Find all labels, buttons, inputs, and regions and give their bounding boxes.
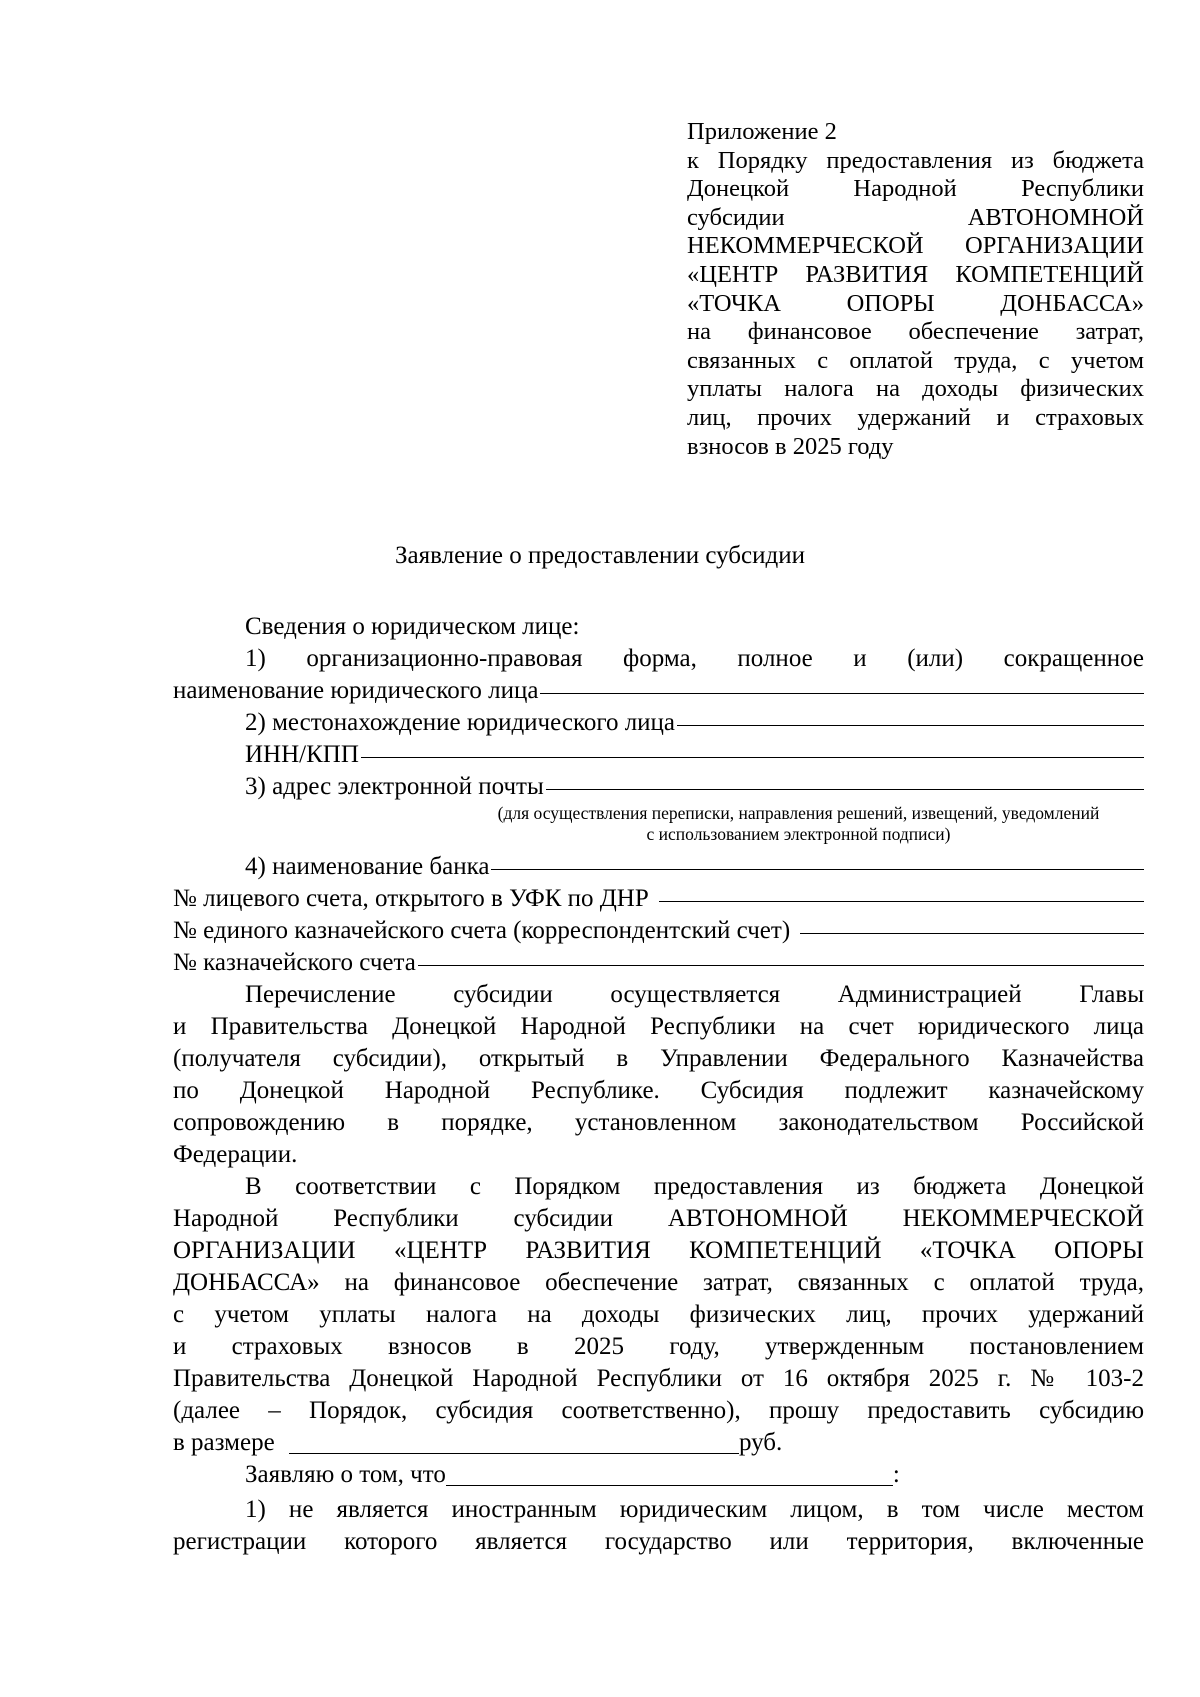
amount-suffix: руб. [738,1429,783,1456]
document-title: Заявление о предоставлении субсидии [395,542,805,569]
amount-row [173,1427,1144,1459]
treasury-account-label: № казначейского счета [173,949,416,976]
amount-prefix: в размере [173,1429,275,1456]
declare-row [173,1459,1144,1491]
amount-field[interactable] [289,1431,739,1454]
form-intro: Сведения о юридическом лице: [245,613,580,640]
personal-account-label: № лицевого счета, открытого в УФК по ДНР [173,885,649,912]
email-note-line: (для осуществления переписки, направления решений, извещений, уведомлений [497,803,1100,823]
single-account-field[interactable] [800,911,1144,934]
item1-label: 1) организационно-правовая форма, полное и (или) сокращенное [245,645,1144,672]
appendix-line: Донецкой Народной Республики [687,175,1144,203]
para3-line: регистрации которого является государство или территория, включенные [173,1528,1144,1555]
appendix-header [687,118,1144,461]
single-account-label: № единого казначейского счета (корреспондентский счет) [173,917,791,944]
treasury-account-field[interactable] [418,943,1144,966]
appendix-line: на финансовое обеспечение затрат, [687,318,1144,346]
para2-line: ДОНБАССА» на финансовое обеспечение затрат, связанных с оплатой труда, [173,1269,1144,1296]
declare-suffix: : [892,1461,900,1488]
para1-line: Федерации. [173,1141,298,1168]
appendix-line: субсидии АВТОНОМНОЙ [687,203,1144,231]
appendix-line: «ТОЧКА ОПОРЫ ДОНБАССА» [687,289,1144,317]
para1-line: (получателя субсидии), открытый в Управлении Федерального Казначейства [173,1045,1144,1072]
item2-label: 2) местонахождение юридического лица [245,709,676,736]
appendix-line: к Порядку предоставления из бюджета [687,146,1144,174]
para2-line: В соответствии с Порядком предоставления из бюджета Донецкой [245,1173,1144,1200]
email-field[interactable] [546,767,1144,790]
personal-account-field[interactable] [659,879,1144,902]
para2-line: и страховых взносов в 2025 году, утвержденным постановлением [173,1333,1144,1360]
appendix-line: взносов в 2025 году [687,432,894,460]
item3-label: 3) адрес электронной почты [245,773,544,800]
legal-name-field[interactable] [540,671,1144,694]
para2-line: с учетом уплаты налога на доходы физических лиц, прочих удержаний [173,1301,1144,1328]
appendix-line: лиц, прочих удержаний и страховых [687,403,1144,431]
para1-line: сопровождению в порядке, установленном законодательством Российской [173,1109,1144,1136]
treasury-account-row [173,947,1144,979]
location-field[interactable] [677,703,1144,726]
email-note-line: с использованием электронной подписи) [646,824,951,844]
para2-line: (далее – Порядок, субсидия соответственно), прошу предоставить субсидию [173,1397,1144,1424]
appendix-line: Приложение 2 [687,118,837,145]
bank-name-field[interactable] [491,847,1144,870]
appendix-line: связанных с оплатой труда, с учетом [687,346,1144,374]
inn-kpp-field[interactable] [361,735,1144,758]
declarant-field[interactable] [446,1463,893,1486]
para1-line: по Донецкой Народной Республике. Субсидия подлежит казначейскому [173,1077,1144,1104]
item4-label: 4) наименование банка [245,853,490,880]
appendix-line: НЕКОММЕРЧЕСКОЙ ОРГАНИЗАЦИИ [687,232,1144,260]
para2-line: Правительства Донецкой Народной Республики от 16 октября 2025 г. № 103-2 [173,1365,1144,1392]
declare-prefix: Заявляю о том, что [245,1461,446,1488]
item1-label-cont: наименование юридического лица [173,677,539,704]
para1-line: и Правительства Донецкой Народной Республики на счет юридического лица [173,1013,1144,1040]
item3-row [173,771,1144,803]
document-body [173,611,1144,1558]
inn-label: ИНН/КПП [245,741,359,768]
para1-line: Перечисление субсидии осуществляется Администрацией Главы [245,981,1144,1008]
para3-line: 1) не является иностранным юридическим лицом, в том числе местом [245,1496,1144,1523]
appendix-line: уплаты налога на доходы физических [687,375,1144,403]
appendix-line: «ЦЕНТР РАЗВИТИЯ КОМПЕТЕНЦИЙ [687,260,1144,288]
para2-line: Народной Республики субсидии АВТОНОМНОЙ НЕКОММЕРЧЕСКОЙ [173,1205,1144,1232]
para2-line: ОРГАНИЗАЦИИ «ЦЕНТР РАЗВИТИЯ КОМПЕТЕНЦИЙ «ТОЧКА ОПОРЫ [173,1237,1144,1264]
